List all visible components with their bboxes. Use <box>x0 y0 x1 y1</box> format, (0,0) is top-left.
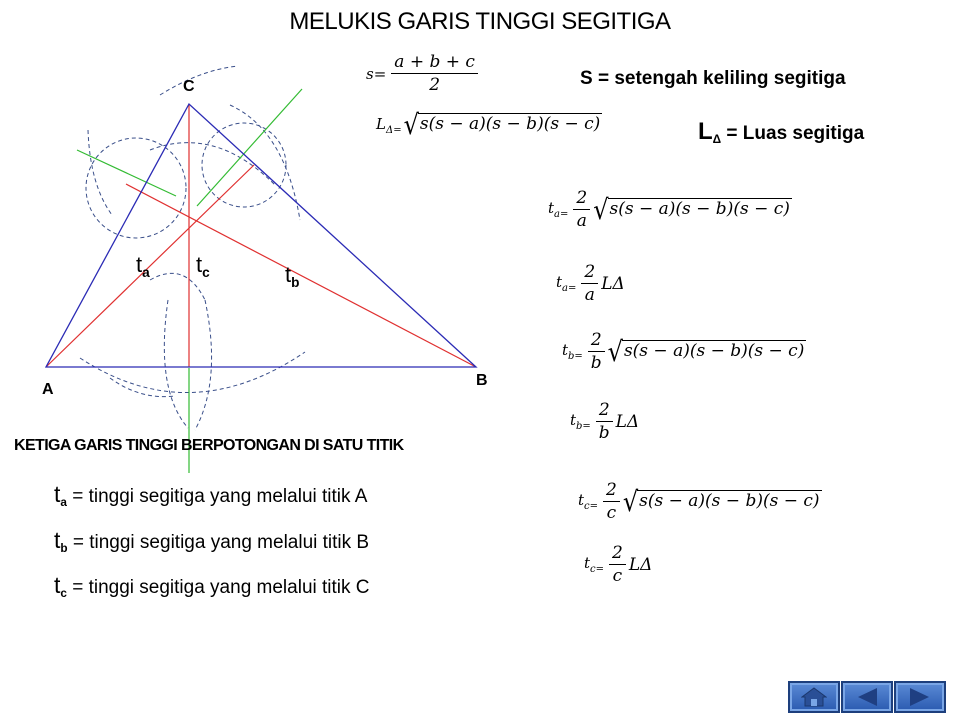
arc <box>160 66 238 95</box>
formula-ta-area: $t_{a=}$ $\frac{2}{a}$ LΔ <box>556 262 625 305</box>
formula-tb-area: $t_{b=}$ $\frac{2}{b}$ LΔ <box>570 400 640 443</box>
arc-circle <box>202 123 286 207</box>
home-button[interactable] <box>788 681 840 713</box>
arc <box>195 300 212 430</box>
arc <box>80 352 305 393</box>
page-title: MELUKIS GARIS TINGGI SEGITIGA <box>289 8 671 35</box>
definition-ta: $t_a$ = tinggi segitiga yang melalui titik A <box>54 481 368 510</box>
altitude-tb <box>126 184 476 367</box>
green-line <box>197 89 302 206</box>
formula-tc-area: $t_{c=}$ $\frac{2}{c}$ LΔ <box>584 543 653 586</box>
altitude-ta-label: $t_a$ <box>136 252 150 280</box>
arc <box>150 143 275 185</box>
vertex-a-label: A <box>42 381 54 398</box>
concurrency-statement: KETIGA GARIS TINGGI BERPOTONGAN DI SATU TITIK <box>14 437 404 454</box>
altitude-tc-label: $t_c$ <box>196 252 210 280</box>
arc <box>110 378 175 397</box>
definition-tb: $t_b$ = tinggi segitiga yang melalui titik B <box>54 527 370 556</box>
formula-semiperimeter: s= $\frac{a + b + c}{2}$ <box>366 52 481 95</box>
next-slide-button[interactable] <box>894 681 946 713</box>
arc-circle <box>86 138 186 238</box>
altitude-lines <box>46 104 476 367</box>
previous-slide-button[interactable] <box>841 681 893 713</box>
vertex-c-label: C <box>183 78 195 95</box>
formula-tb-heron: $t_{b=}$ $\frac{2}{b}$ √ s(s − a)(s − b)(s − c) <box>562 330 805 373</box>
semiperimeter-label: S = setengah keliling segitiga <box>580 68 846 89</box>
vertex-b-label: B <box>476 372 488 389</box>
home-icon <box>801 686 827 708</box>
arc <box>230 105 300 220</box>
arc <box>164 300 188 428</box>
triangle-right-icon <box>908 686 932 708</box>
altitude-tb-label: $t_b$ <box>285 262 300 290</box>
arc <box>88 130 112 215</box>
formula-ta-heron: $t_{a=}$ $\frac{2}{a}$ √ s(s − a)(s − b)(s − c) <box>548 188 790 231</box>
green-line <box>77 150 176 196</box>
triangle-left-icon <box>855 686 879 708</box>
altitude-ta <box>46 165 254 367</box>
formula-tc-heron: $t_{c=}$ $\frac{2}{c}$ √ s(s − a)(s − b)(s − c) <box>578 480 820 523</box>
formula-heron: $L_{\Delta=}$ √ s(s − a)(s − b)(s − c) <box>376 108 601 142</box>
triangle-abc <box>46 104 476 367</box>
area-label: $L_\Delta$ = Luas segitiga <box>698 118 865 147</box>
construction-arcs <box>80 66 305 430</box>
definition-tc: $t_c$ = tinggi segitiga yang melalui titik C <box>54 572 370 601</box>
